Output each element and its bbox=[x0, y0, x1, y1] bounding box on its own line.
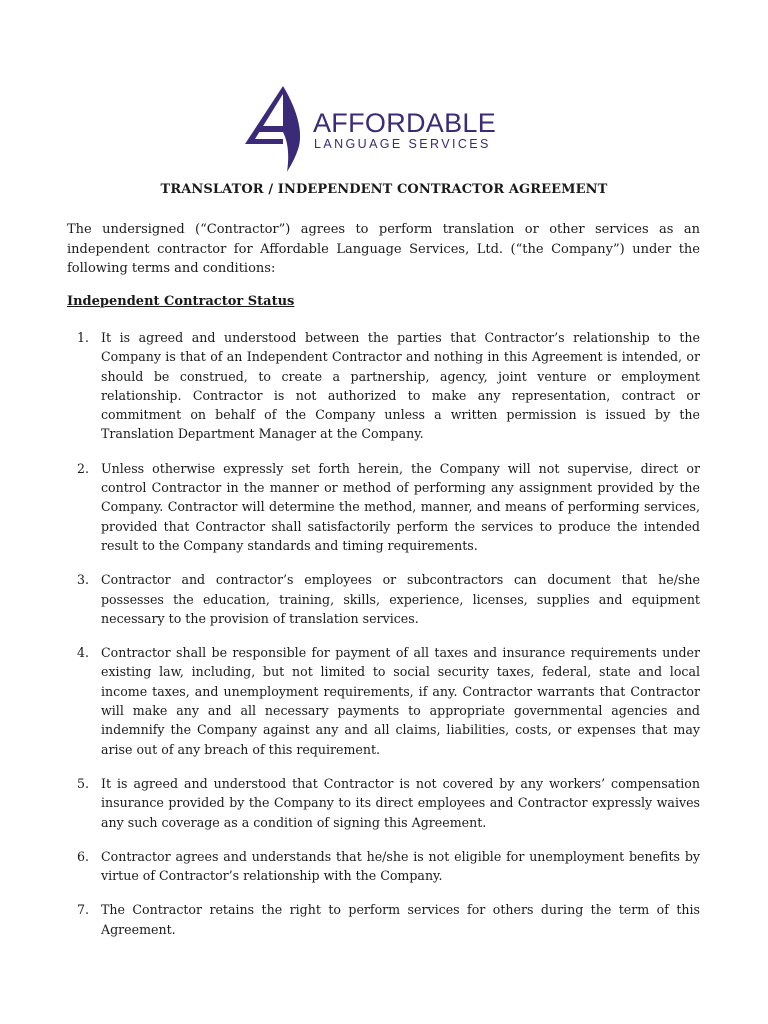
document-title: TRANSLATOR / INDEPENDENT CONTRACTOR AGREEMENT bbox=[160, 182, 608, 197]
clause-number: 4. bbox=[77, 645, 90, 661]
company-logo bbox=[243, 84, 533, 174]
list-item bbox=[67, 774, 700, 832]
clause-text: Contractor shall be responsible for payment of all taxes and insurance requirements under existing law, including, but not limited to social security taxes, federal, state and local income taxes, and unemployment requirements, if any. Contractor warrants that Contractor will make any and all necessary payments to appropriate governmental agencies and indemnify the Company against any and all claims, liabilities, costs, or expenses that may arise out of any breach of this requirement. bbox=[101, 645, 700, 757]
clause-number: 7. bbox=[77, 902, 90, 918]
clause-number: 2. bbox=[77, 460, 90, 476]
list-item bbox=[67, 900, 700, 939]
list-item bbox=[67, 643, 700, 759]
list-item bbox=[67, 570, 700, 628]
section-heading: Independent Contractor Status bbox=[67, 294, 295, 309]
intro-paragraph: The undersigned (“Contractor”) agrees to perform translation or other services as an independent contractor for Affordable Language Services, Ltd. (“the Company”) under the following terms and conditions: bbox=[67, 222, 700, 276]
logo-tagline: LANGUAGE SERVICES bbox=[314, 137, 491, 151]
list-item bbox=[67, 847, 700, 886]
clause-number: 5. bbox=[77, 775, 90, 791]
clause-number: 6. bbox=[77, 848, 90, 864]
clause-list bbox=[67, 328, 700, 954]
logo-wordmark: AFFORDABLE bbox=[313, 108, 497, 138]
clause-text: It is agreed and understood between the parties that Contractor’s relationship to the Company is that of an Independent Contractor and nothing in this Agreement is intended, or should be construed, to create a partnership, agency, joint venture or employment relationship. Contractor is not authorized to make any representation, contract or commitment on behalf of the Company unless a written permission is issued by the Translation Department Manager at the Company. bbox=[101, 330, 700, 442]
clause-text: Contractor and contractor’s employees or subcontractors can document that he/she possesses the education, training, skills, experience, licenses, supplies and equipment necessary to the provision of translation services. bbox=[101, 572, 700, 626]
clause-text: It is agreed and understood that Contractor is not covered by any workers’ compensation insurance provided by the Company to its direct employees and Contractor expressly waives any such coverage as a condition of signing this Agreement. bbox=[101, 775, 700, 830]
clause-number: 3. bbox=[77, 572, 90, 588]
clause-number: 1. bbox=[77, 330, 90, 345]
triangle-swoosh-logo-icon bbox=[243, 84, 313, 174]
list-item bbox=[67, 328, 700, 444]
list-item bbox=[67, 459, 700, 555]
clause-text: Contractor agrees and understands that he/she is not eligible for unemployment benefits by virtue of Contractor’s relationship with the Company. bbox=[101, 848, 700, 884]
clause-text: The Contractor retains the right to perform services for others during the term of this Agreement. bbox=[101, 902, 700, 937]
clause-text: Unless otherwise expressly set forth herein, the Company will not supervise, direct or control Contractor in the manner or method of performing any assignment provided by the Company. Contractor will determine the method, manner, and means of performing services, provided that Contractor shall satisfactorily perform the services to produce the intended result to the Company standards and timing requirements. bbox=[101, 460, 700, 553]
